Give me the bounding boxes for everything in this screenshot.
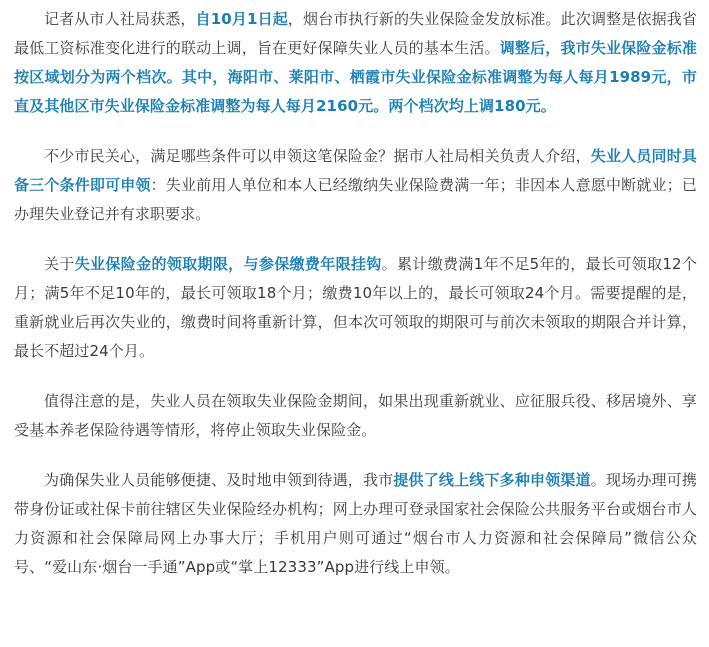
paragraph-channels: [14, 466, 697, 582]
text-segment: 为确保失业人员能够便捷、及时地申领到待遇，我市: [44, 471, 394, 489]
text-segment: 不少市民关心，满足哪些条件可以申领这笔保险金？据市人社局相关负责人介绍，: [44, 147, 591, 165]
paragraph-effective-date: [14, 5, 697, 121]
highlight-segment: 提供了线上线下多种申领渠道: [393, 471, 591, 489]
highlight-segment: 失业人员同时具备三个条件即可申领: [14, 147, 697, 194]
text-segment: 关于: [44, 255, 75, 273]
paragraph-duration: [14, 250, 697, 366]
paragraph-termination: [14, 387, 697, 445]
highlight-segment: 失业保险金的领取期限，与参保缴费年限挂钩: [74, 255, 382, 273]
article-body: [14, 5, 697, 603]
text-segment: 。累计缴费满1年不足5年的，最长可领取12个月；满5年不足10年的，最长可领取18个月；缴费10年以上的，最长可领取24个月。需要提醒的是，重新就业后再次失业的，缴费时间将重新计算，但本次可领取的期限可与前次未领取的期限合并计算，最长不超过24个月。: [14, 255, 697, 360]
text-segment: 值得注意的是，失业人员在领取失业保险金期间，如果出现重新就业、应征服兵役、移居境外、享受基本养老保险待遇等情形，将停止领取失业保险金。: [14, 392, 697, 439]
highlight-segment: 自10月1日起: [195, 10, 288, 28]
text-segment: ：失业前用人单位和本人已经缴纳失业保险费满一年；非因本人意愿中断就业；已办理失业登记并有求职要求。: [14, 176, 698, 223]
text-segment: 。现场办理可携带身份证或社保卡前往辖区失业保险经办机构；网上办理可登录国家社会保险公共服务平台或烟台市人力资源和社会保障局网上办事大厅；手机用户则可通过“烟台市人力资源和社会保障局”微信公众号、“爱山东·烟台一手通”App或“掌上12333”App进行线上申领。: [14, 471, 698, 576]
text-segment: 记者从市人社局获悉，: [44, 10, 196, 28]
highlight-segment: 调整后，我市失业保险金标准按区域划分为两个档次。其中，海阳市、莱阳市、栖霞市失业保险金标准调整为每人每月1989元，市直及其他区市失业保险金标准调整为每人每月2160元。两个档次均上调180元。: [14, 39, 698, 115]
text-segment: ，烟台市执行新的失业保险金发放标准。此次调整是依据我省最低工资标准变化进行的联动上调，旨在更好保障失业人员的基本生活。: [14, 10, 697, 57]
paragraph-eligibility: [14, 142, 697, 229]
